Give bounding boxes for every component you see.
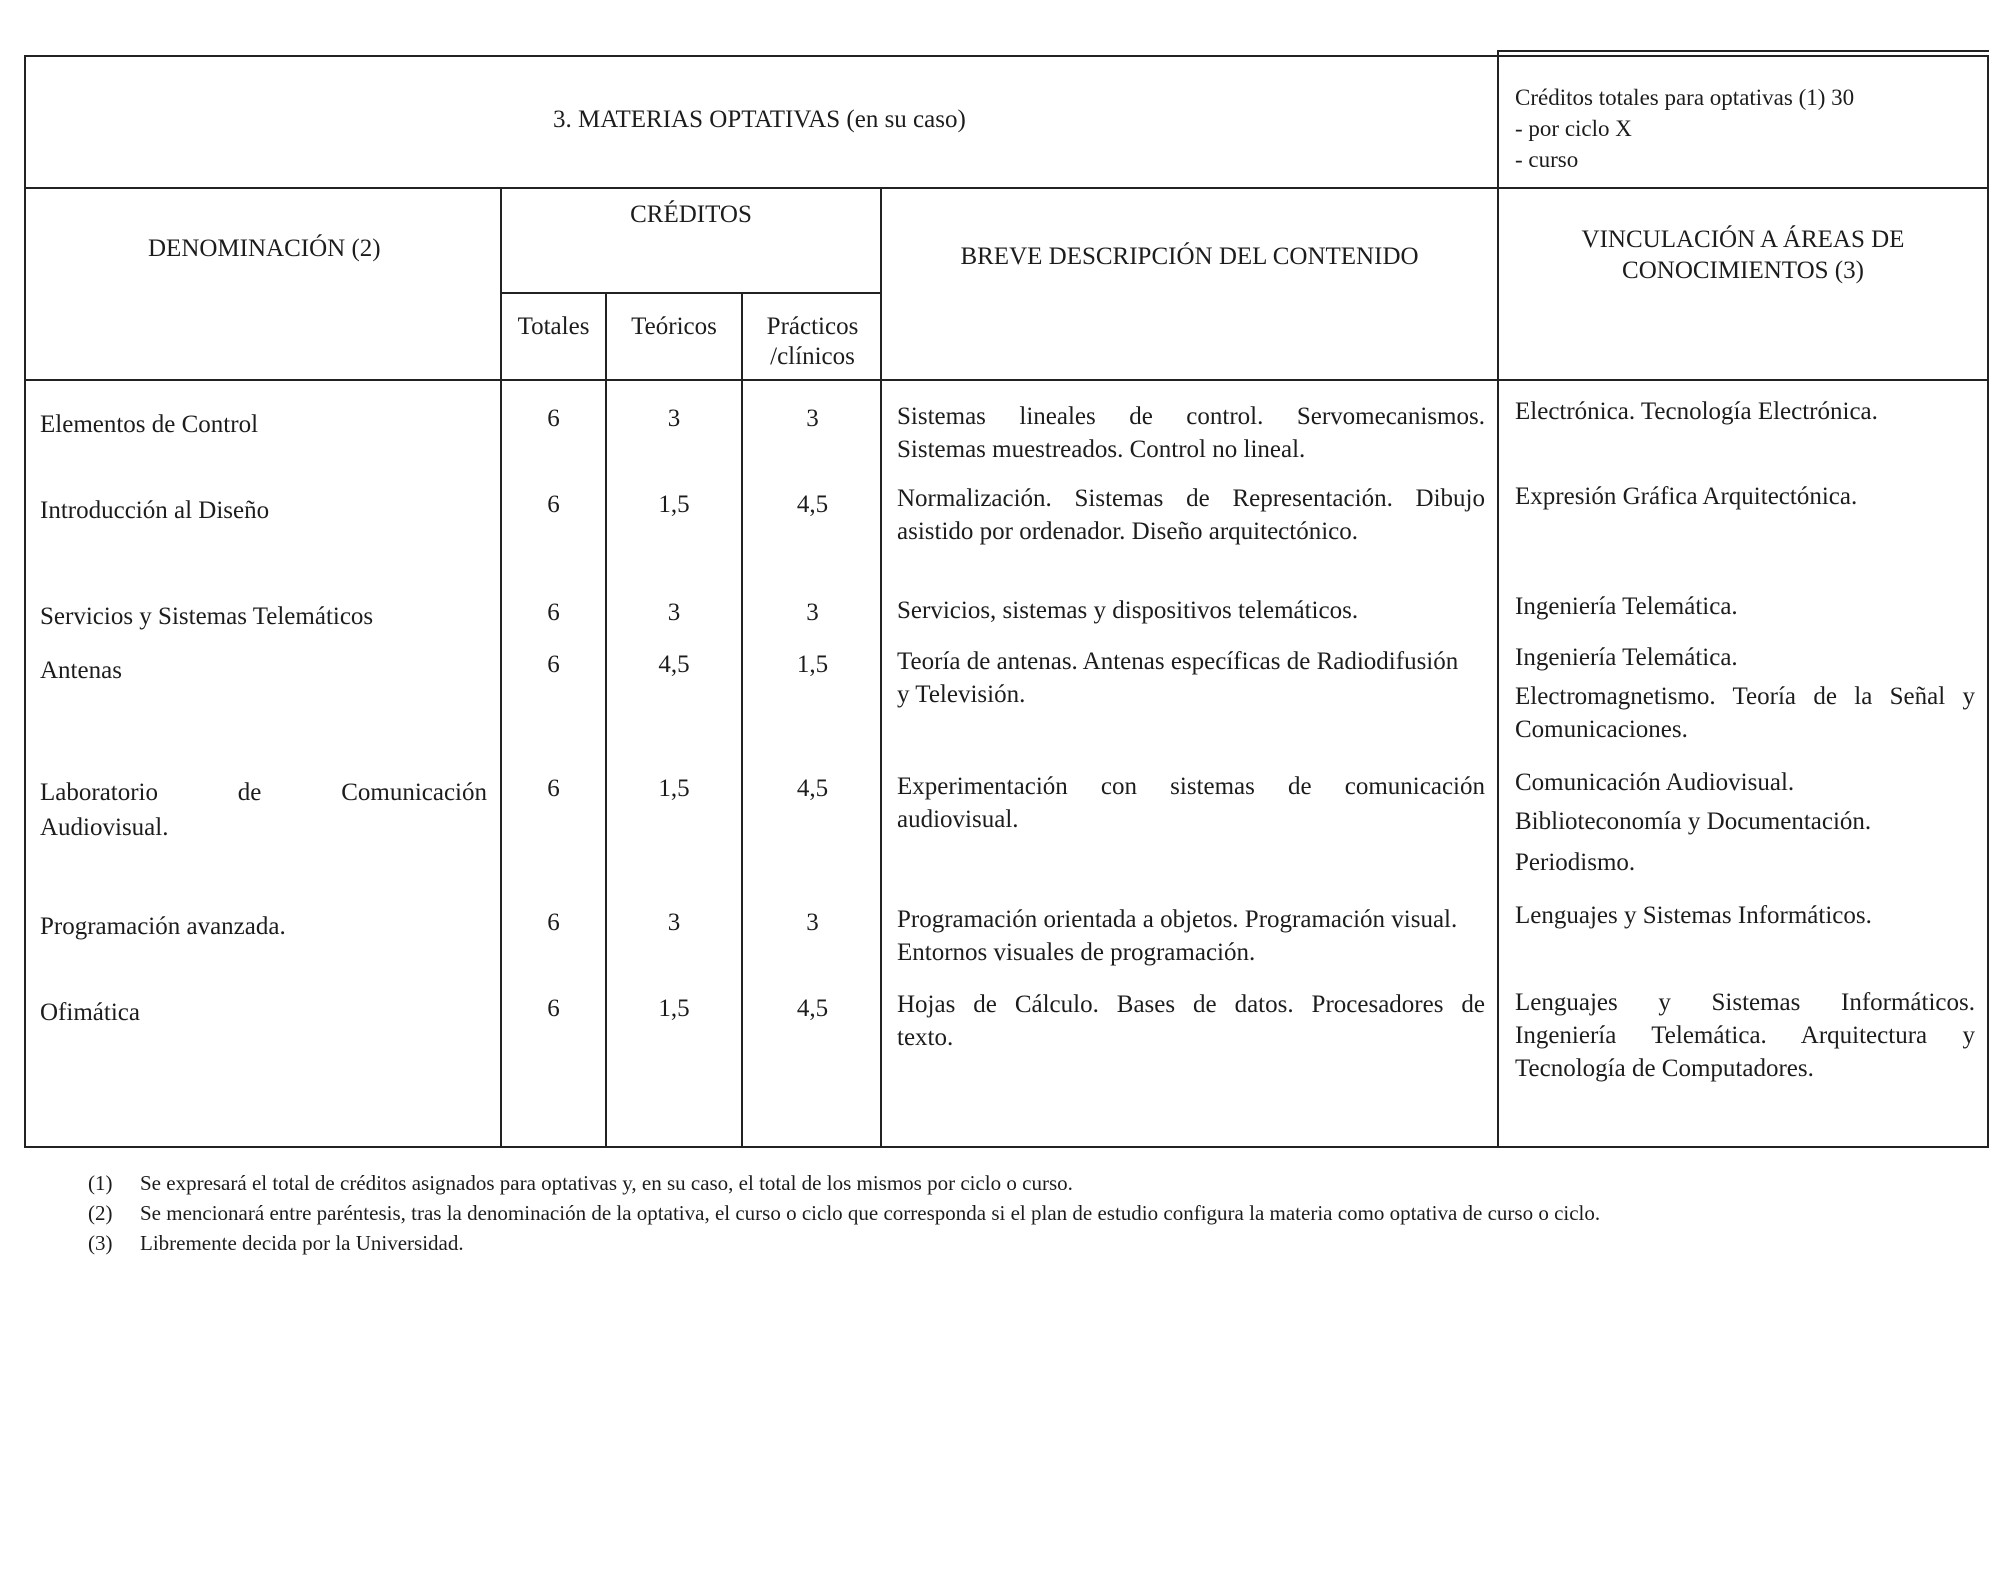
row-descripcion: audiovisual. (897, 806, 1019, 833)
credits-por-ciclo: - por ciclo X (1515, 116, 1632, 141)
row-descripcion: Sistemas lineales de control. Servomecanismos. (897, 403, 1485, 430)
row-teoricos: 3 (667, 405, 681, 432)
row-practicos: 4,5 (796, 995, 829, 1022)
row-name: Laboratorio de Comunicación (40, 779, 487, 806)
row-area: Electromagnetismo. Teoría de la Señal y (1515, 683, 1975, 710)
row-name: Ofimática (40, 999, 140, 1026)
row-teoricos: 4,5 (658, 651, 690, 678)
row-name: Elementos de Control (40, 411, 259, 438)
header-frame (24, 55, 1989, 189)
footnote-text: Se expresará el total de créditos asignados para optativas y, en su caso, el total de los mismos por ciclo o curso. (140, 1171, 1073, 1195)
row-totales: 6 (547, 405, 560, 432)
row-area: Biblioteconomía y Documentación. (1515, 808, 1872, 835)
row-practicos: 4,5 (796, 491, 829, 518)
credits-total: Créditos totales para optativas (1) 30 (1515, 85, 1855, 110)
row-area: Comunicaciones. (1515, 716, 1688, 743)
row-area: Lenguajes y Sistemas Informáticos. (1515, 902, 1872, 929)
col-descripcion: BREVE DESCRIPCIÓN DEL CONTENIDO (960, 243, 1419, 270)
row-totales: 6 (547, 909, 560, 936)
footnote-text: Libremente decida por la Universidad. (140, 1231, 464, 1255)
row-totales: 6 (547, 651, 560, 678)
row-area: Ingeniería Telemática. (1515, 593, 1738, 620)
row-descripcion: Experimentación con sistemas de comunicación (897, 773, 1485, 800)
row-area: Expresión Gráfica Arquitectónica. (1515, 483, 1858, 510)
col-totales: Totales (517, 313, 590, 340)
row-descripcion: Sistemas muestreados. Control no lineal. (897, 436, 1306, 463)
header-divider (1497, 50, 1499, 190)
row-area: Lenguajes y Sistemas Informáticos. (1515, 989, 1975, 1016)
row-name: Audiovisual. (40, 814, 169, 841)
row-totales: 6 (547, 775, 560, 802)
col-practicos-clinicos: /clínicos (770, 343, 855, 370)
footnote (88, 1170, 1073, 1197)
row-totales: 6 (547, 995, 560, 1022)
footnote-text: Se mencionará entre paréntesis, tras la denominación de la optativa, el curso o ciclo que corresponda si el plan de estudio configura la materia como optativa de curso o ciclo. (140, 1201, 1601, 1225)
col-creditos: CRÉDITOS (630, 201, 752, 228)
row-practicos: 1,5 (796, 651, 829, 678)
row-descripcion: y Televisión. (897, 681, 1026, 708)
row-practicos: 4,5 (796, 775, 829, 802)
row-descripcion: Servicios, sistemas y dispositivos telemáticos. (897, 597, 1359, 624)
row-name: Introducción al Diseño (40, 497, 270, 524)
row-teoricos: 1,5 (658, 775, 690, 802)
col-teoricos: Teóricos (631, 313, 717, 340)
body-divider-areas (1497, 379, 1499, 1148)
row-descripcion: Teoría de antenas. Antenas específicas de Radiodifusión (897, 648, 1459, 675)
row-teoricos: 1,5 (658, 491, 690, 518)
footnote (88, 1200, 1600, 1227)
row-area: Electrónica. Tecnología Electrónica. (1515, 398, 1878, 425)
row-area: Ingeniería Telemática. (1515, 644, 1738, 671)
col-practicos: Prácticos (766, 313, 859, 340)
row-name: Servicios y Sistemas Telemáticos (40, 603, 374, 630)
row-area: Comunicación Audiovisual. (1515, 769, 1795, 796)
row-teoricos: 3 (667, 599, 681, 626)
row-teoricos: 1,5 (658, 995, 690, 1022)
row-descripcion: Hojas de Cálculo. Bases de datos. Procesadores de (897, 991, 1485, 1018)
footnote-number: (3) (88, 1231, 113, 1255)
creditos-subheader-line (500, 292, 882, 294)
row-descripcion: Normalización. Sistemas de Representación. Dibujo (897, 485, 1485, 512)
row-teoricos: 3 (667, 909, 681, 936)
row-practicos: 3 (806, 909, 819, 936)
row-name: Programación avanzada. (40, 913, 286, 940)
row-area: Periodismo. (1515, 849, 1636, 876)
row-descripcion: Programación orientada a objetos. Programación visual. (897, 906, 1458, 933)
row-totales: 6 (547, 599, 560, 626)
row-totales: 6 (547, 491, 560, 518)
footnote (88, 1230, 464, 1257)
credits-curso: - curso (1515, 147, 1579, 172)
row-practicos: 3 (806, 599, 819, 626)
col-denominacion: DENOMINACIÓN (2) (148, 235, 381, 262)
footnote-number: (2) (88, 1201, 113, 1225)
section-title: 3. MATERIAS OPTATIVAS (en su caso) (553, 106, 966, 133)
footnote-number: (1) (88, 1171, 113, 1195)
row-descripcion: texto. (897, 1024, 954, 1051)
row-area: Tecnología de Computadores. (1515, 1055, 1814, 1082)
row-descripcion: Entornos visuales de programación. (897, 939, 1256, 966)
row-area: Ingeniería Telemática. Arquitectura y (1515, 1022, 1975, 1049)
header-top-right-line (1497, 50, 1989, 52)
col-vinculacion-conocimientos: CONOCIMIENTOS (3) (1622, 257, 1864, 284)
row-name: Antenas (40, 657, 122, 684)
row-practicos: 3 (806, 405, 819, 432)
row-descripcion: asistido por ordenador. Diseño arquitectónico. (897, 518, 1358, 545)
col-vinculacion: VINCULACIÓN A ÁREAS DE (1581, 226, 1905, 253)
